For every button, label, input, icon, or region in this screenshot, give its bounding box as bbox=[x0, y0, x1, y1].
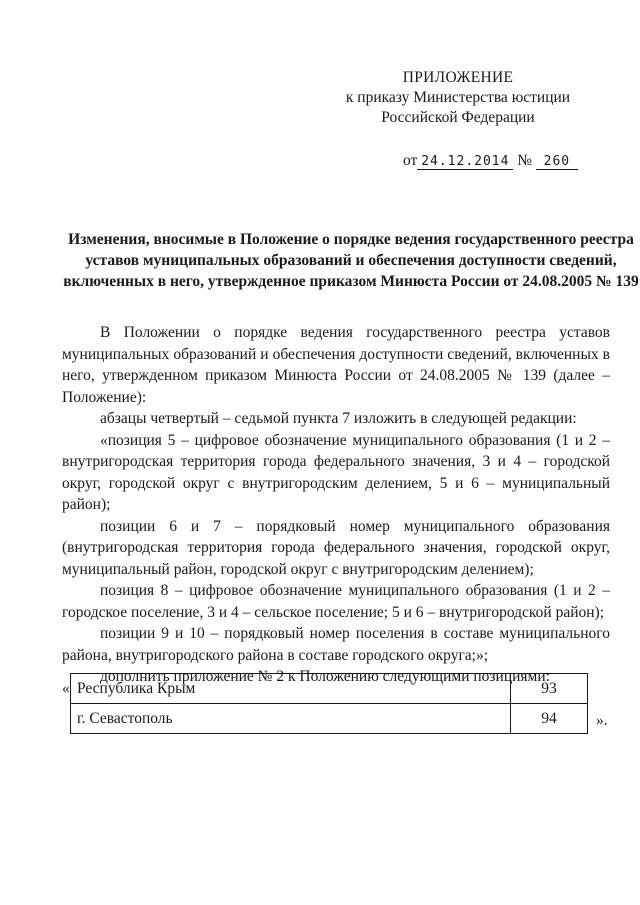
order-date: 24.12.2014 bbox=[417, 154, 513, 170]
paragraph-item-3: позиции 6 и 7 – порядковый номер муниципального образования (внутригородская территория города федерального значения, городской округ, муниципальный район, городской округ с внутригородским делением); bbox=[62, 517, 610, 578]
paragraph-item-4: позиция 8 – цифровое обозначение муниципального образования (1 и 2 – городское поселение, 3 и 4 – сельское поселение; 5 и 6 – внутригородской район); bbox=[62, 582, 610, 621]
order-reference bbox=[403, 152, 578, 170]
table-row bbox=[71, 704, 588, 734]
annex-line-2: к приказу Министерства юстиции bbox=[345, 89, 571, 106]
order-number-sign: № bbox=[517, 152, 532, 169]
paragraph-item-1: абзацы четвертый – седьмой пункта 7 изложить в следующей редакции: bbox=[100, 410, 577, 427]
paragraph-item-6: дополнить приложение № 2 к Положению следующими позициями: bbox=[100, 668, 550, 685]
document-title: Изменения, вносимые в Положение о порядке ведения государственного реестра уставов муниципальных образований и обеспечения доступности сведений, включенных в него, утвержденное приказом Минюста России от 24.08.2005 № 139 bbox=[63, 231, 639, 290]
table-open-quote: « bbox=[62, 680, 70, 697]
order-number: 260 bbox=[536, 154, 578, 170]
row-name: г. Севастополь bbox=[71, 704, 511, 734]
paragraph-item-2: «позиция 5 – цифровое обозначение муниципального образования (1 и 2 – внутригородская территория города федерального значения, 3 и 4 – городской округ, городской округ с внутригородским делением, 5 и 6 – муниципальный район); bbox=[62, 431, 610, 513]
annex-title: ПРИЛОЖЕНИЕ bbox=[402, 69, 514, 86]
row-value: 93 bbox=[511, 674, 588, 704]
positions-table bbox=[70, 673, 588, 734]
annex-line-3: Российской Федерации bbox=[381, 109, 535, 126]
paragraph-intro: В Положении о порядке ведения государственного реестра уставов муниципальных образований и обеспечения доступности сведений, включенных в него, утвержденном приказом Минюста России от 24.08.2005 № 139 (далее – Положение): bbox=[62, 324, 610, 406]
annex-header bbox=[338, 68, 578, 128]
row-name: Республика Крым bbox=[71, 674, 511, 704]
document-body bbox=[62, 322, 610, 688]
table-close-quote: ». bbox=[596, 712, 608, 729]
table-row bbox=[71, 674, 588, 704]
order-prefix: от bbox=[403, 152, 418, 169]
paragraph-item-5: позиции 9 и 10 – порядковый номер поселения в составе муниципального района, внутригородского района в составе городского округа;»; bbox=[62, 625, 610, 664]
row-value: 94 bbox=[511, 704, 588, 734]
